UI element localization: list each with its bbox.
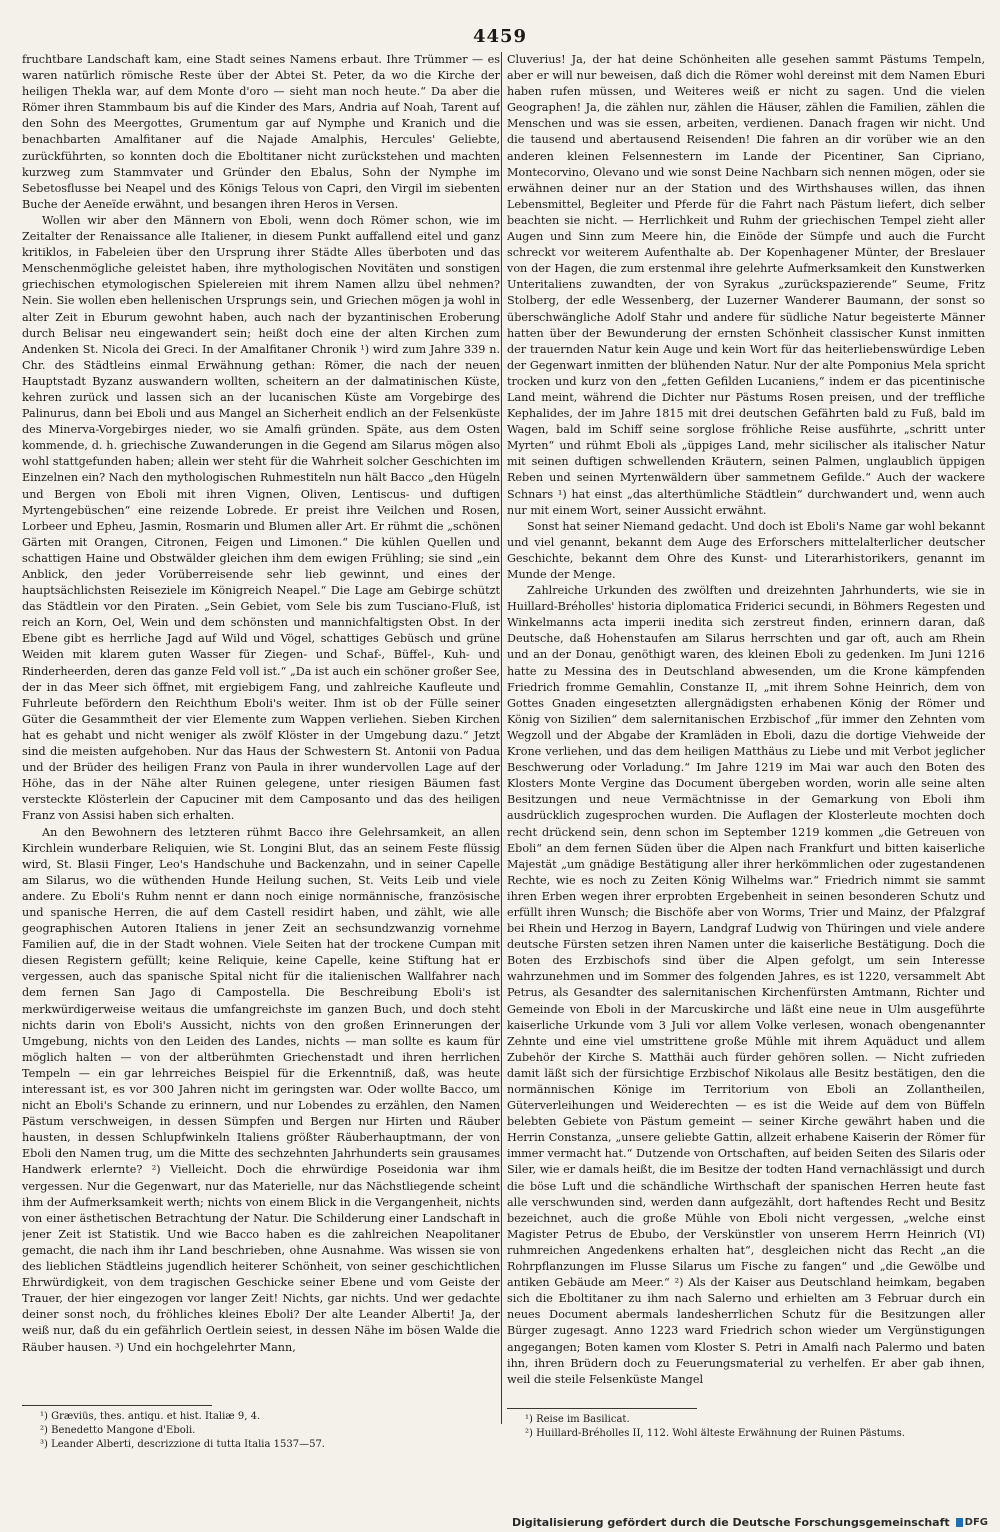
paragraph: fruchtbare Landschaft kam, eine Stadt seines Namens erbaut. Ihre Trümmer — es waren natürlich römische Reste über der Abtei St. Peter, da wo die Kirche der heiligen Thekla war, auf dem Monte d'oro — sieht man noch heute.“ Da aber die Römer ihren Stammbaum bis auf die Kinder des Mars, Andria auf Noah, Tarent auf den Sohn des Meergottes, Grumentum gar auf Nymphe und Kranich und die benachbarten Amalfitaner auf die Najade Amalphis, Hercules' Geliebte, zurückführten, so konnten doch die Eboltitaner nicht zurückstehen und machten kurzweg zum Stammvater und Gründer den Ebalus, Sohn der Nymphe im Sebetosflusse bei Neapel und des Königs Telous von Capri, den Virgil im siebenten Buche der Aeneïde erwähnt, und besangen ihren Heros in Versen. (22, 53, 500, 211)
digitization-footer (0, 1512, 1000, 1532)
left-column (22, 52, 500, 1364)
column-divider (501, 52, 502, 1424)
page-number: 4459 (472, 26, 528, 47)
footer-text: Digitalisierung gefördert durch die Deutsche Forschungsgemeinschaft (511, 1515, 950, 1529)
dfg-logo-label: DFG (964, 1516, 988, 1528)
footnote-rule (22, 1405, 212, 1406)
footnotes-left (22, 1405, 500, 1452)
footnotes-right (507, 1408, 985, 1441)
right-column (507, 52, 985, 1394)
paragraph: Sonst hat seiner Niemand gedacht. Und doch ist Eboli's Name gar wohl bekannt und viel genannt, bekannt dem Auge des Erforschers mittelalterlicher deutscher Geschichte, bekannt dem Ohre des Kunst- und Literarhistorikers, genannt im Munde der Menge. (507, 519, 985, 581)
footnote: ¹) Reise im Basilicat. (525, 1414, 630, 1425)
footnote: ²) Benedetto Mangone d'Eboli. (40, 1425, 196, 1436)
dfg-logo-icon (956, 1517, 988, 1528)
footnote: ¹) Græviüs, thes. antiqu. et hist. Italiæ 9, 4. (40, 1411, 261, 1422)
paragraph: Zahlreiche Urkunden des zwölften und dreizehnten Jahrhunderts, wie sie in Huillard-Bréholles' historia diplomatica Friderici secundi, in Böhmers Regesten und Winkelmanns acta imperii inedita sich zerstreut finden, erinnern daran, daß Deutsche, daß Hohenstaufen am Silarus herrschten und gar oft, auch am Rhein und an der Donau, genöthigt waren, des kleinen Eboli zu gedenken. Im Juni 1216 hatte zu Messina des in Deutschland abwesenden, um die Krone kämpfenden Friedrich fromme Gemahlin, Constanze II, „mit ihrem Sohne Heinrich, dem von Gottes Gnaden eingesetzten allergnädigsten erhabenen König der Römer und König von Sizilien“ dem salernitanischen Erzbischof „für immer den Zehnten vom Wegzoll und der Abgabe der Kramläden in Eboli, dazu die dortige Viehweide der Krone verliehen, und das dem heiligen Matthäus zu Liebe und mit Verbot jeglicher Beschwerung oder Vorladung.“ Im Jahre 1219 im Mai war auch den Boten des Klosters Monte Vergine das Document übergeben worden, worin alle seine alten Besitzungen und neue Vermächtnisse in der Gemarkung von Eboli ihm ausdrücklich zugesprochen wurden. Die Auflagen der Klosterleute mochten doch recht drückend sein, denn schon im September 1219 kommen „die Getreuen von Eboli“ an dem fernen Süden über die Alpen nach Frankfurt und bitten kaiserliche Majestät „um gnädige Bestätigung aller ihrer herkömmlichen oder zugestandenen Rechte, wie es noch zu Zeiten König Wilhelms war.“ Friedrich nimmt sie sammt ihren Erben wegen ihrer erprobten Ergebenheit in seinen besonderen Schutz und erfüllt ihren Wunsch; die Bischöfe aber von Worms, Trier und Mainz, der Pfalzgraf bei Rhein und Herzog in Bayern, Landgraf Ludwig von Thüringen und viele andere deutsche Fürsten setzen ihren Namen unter die kaiserliche Bestätigung. Doch die Boten des Erzbischofs sind über die Alpen gefolgt, um sein Interesse wahrzunehmen und im Sommer des folgenden Jahres, es ist 1220, versammelt Abt Petrus, als Gesandter des salernitanischen Kirchenfürsten Amtmann, Richter und Gemeinde von Eboli in der Marcuskirche und läßt eine neue in Ulm ausgeführte kaiserliche Urkunde vom 3 Juli vor allem Volke verlesen, wonach obengenannter Zehnte und eine viel umstrittene große Mühle mit ihrem Aquäduct und allem Zubehör der Kirche S. Matthäi auch fürder gehören sollen. — Nicht zufrieden damit läßt sich der fürsichtige Erzbischof Nikolaus alle Besitz bestätigen, den die normännischen Könige im Territorium von Eboli an Zollantheilen, Güterverleihungen und Weiderechten — es ist die Weide auf dem von Büffeln belebten Gebiete von Pästum gemeint — seiner Kirche gewährt haben und die Herrin Constanza, „unsere geliebte Gattin, allzeit erhabene Kaiserin der Römer für immer vermacht hat.“ Dutzende von Ortschaften, auf beiden Seiten des Silaris oder Siler, wie er damals heißt, die im Besitze der todten Hand vernachlässigt und durch die böse Luft und die schändliche Wirthschaft der spanischen Herren heute fast alle verschwunden sind, werden dann aufgezählt, dort haftendes Recht und Besitz bezeichnet, auch die große Mühle von Eboli nicht vergessen, „welche einst Magister Petrus de Ebubo, der Verskünstler von unserem Herrn Heinrich (VI) ruhmreichen Angedenkens erhalten hat“, desgleichen nicht das Recht „an die Rohrpflanzungen im Flusse Silarus um Fische zu fangen“ und „die Gewölbe und antiken Gebäude am Meer.“ ²) Als der Kaiser aus Deutschland heimkam, begaben sich die Eboltitaner zu ihm nach Salerno und erhielten am 3 Februar durch ein neues Document abermals landesherrlichen Schutz für die Besitzungen aller Bürger zugesagt. Anno 1223 ward Friedrich schon wieder um Vergünstigungen angegangen; Boten kamen vom Kloster S. Petri in Amalfi nach Palermo und baten ihn, ihren Brüdern doch zu Feuerungsmaterial zu verhelfen. Er aber gab ihnen, weil die steile Felsenküste Mangel (507, 584, 985, 1386)
paragraph: Cluverius! Ja, der hat deine Schönheiten alle gesehen sammt Pästums Tempeln, aber er will nur beweisen, daß dich die Römer wohl dereinst mit dem Namen Eburi haben rufen müssen, und Weiteres weiß er nicht zu sagen. Und die vielen Geographen! Ja, die zählen nur, zählen die Häuser, zählen die Familien, zählen die Menschen und was sie essen, arbeiten, verdienen. Danach fragen wir nicht. Und die tausend und abertausend Reisenden! Die fahren an dir vorüber wie an den anderen kleinen Felsennestern im Lande der Picentiner, San Cipriano, Montecorvino, Olevano und wie sonst Deine Nachbarn sich nennen mögen, oder sie erwähnen deiner nur an der Station und des Wirthshauses willen, das ihnen Lebensmittel, Begleiter und Pferde für die Fahrt nach Pästum liefert, dich selber beachten sie nicht. — Herrlichkeit und Ruhm der griechischen Tempel zieht aller Augen und Sinn zum Meere hin, die Einöde der Sümpfe und auch die Furcht schreckt vor weiterem Aufenthalte ab. Der Kopenhagener Münter, der Breslauer von der Hagen, die zum erstenmal ihre gelehrte Aufmerksamkeit den Kunstwerken Unteritaliens zuwandten, der von Syrakus „zurückspazierende“ Seume, Fritz Stolberg, der edle Wessenberg, der Luzerner Wanderer Baumann, der sonst so überschwängliche Adolf Stahr und andere für südliche Natur begeisterte Männer hatten über der Bewunderung der ernsten Schönheit classischer Kunst inmitten der trauernden Natur kein Auge und kein Wort für das heiterliebenswürdige Leben der Gegenwart inmitten der blühenden Natur. Nur der alte Pomponius Mela spricht trocken und kurz von den „fetten Gefilden Lucaniens,“ indem er das picentinische Land meint, während die Dichter nur Pästums Rosen preisen, und der treffliche Kephalides, der im Jahre 1815 mit drei deutschen Gefährten bald zu Fuß, bald im Wagen, bald im Schiff seine sorglose fröhliche Reise ausführte, „schritt unter Myrten“ und rühmt Eboli als „üppiges Land, mehr sicilischer als italischer Natur mit seinen duftigen schwellenden Kräutern, seinen Palmen, unglaublich üppigen Reben und seinen Myrtenwäldern über sammetnem Gefilde.“ Auch der wackere Schnars ¹) hat einst „das alterthümliche Städtlein“ durchwandert und, wenn auch nur mit einem Wort, seiner Aussicht erwähnt. (507, 53, 985, 517)
paragraph: An den Bewohnern des letzteren rühmt Bacco ihre Gelehrsamkeit, an allen Kirchlein wunderbare Reliquien, wie St. Longini Blut, das an seinem Feste flüssig wird, St. Blasii Finger, Leo's Handschuhe und Backenzahn, und in seiner Capelle am Silarus, wo die wüthenden Hunde Heilung suchen, St. Veits Leib und viele andere. Zu Eboli's Ruhm nennt er dann noch einige normännische, französische und spanische Herren, die auf dem Castell residirt haben, und zählt, wie alle geographischen Autoren Italiens in jener Zeit an sechsundzwanzig vornehme Familien auf, die in der Stadt wohnen. Viele Seiten hat der trockene Cumpan mit diesen Registern gefüllt; keine Reliquie, keine Capelle, keine Stiftung hat er vergessen, auch das spanische Spital nicht für die italienischen Wallfahrer nach dem fernen San Jago di Campostella. Die Beschreibung Eboli's ist merkwürdigerweise weitaus die umfangreichste im ganzen Buch, und doch steht nichts darin von Eboli's Aussicht, nichts von den großen Erinnerungen der Umgebung, nichts von den Leiden des Landes, nichts — man sollte es kaum für möglich halten — von der altberühmten Griechenstadt und ihren herrlichen Tempeln — ein gar lehrreiches Beispiel für die Erkenntniß, daß, was heute interessant ist, es vor 300 Jahren nicht im geringsten war. Oder wollte Bacco, um nicht an Eboli's Schande zu erinnern, und nur Lobendes zu erzählen, den Namen Pästum verschweigen, in dessen Sümpfen und Bergen nur Hirten und Räuber hausten, in dessen Schlupfwinkeln Italiens größter Räuberhauptmann, der von Eboli den Namen trug, um die Mitte des sechzehnten Jahrhunderts sein grausames Handwerk erlernte? ²) Vielleicht. Doch die ehrwürdige Poseidonia war ihm vergessen. Nur die Gegenwart, nur das Materielle, nur das Nächstliegende scheint ihm der Aufmerksamkeit werth; nichts von einem Blick in die Vergangenheit, nichts von einer ästhetischen Betrachtung der Natur. Die Schilderung einer Landschaft in jener Zeit ist Statistik. Und wie Bacco haben es die zahlreichen Neapolitaner gemacht, die nach ihm ihr Land beschrieben, ohne Ausnahme. Was wissen sie von des lieblichen Städtleins jugendlich heiterer Schönheit, von seiner geschichtlichen Ehrwürdigkeit, von dem tragischen Geschicke seiner Ebene und vom Geiste der Trauer, der hier eingezogen vor langer Zeit! Nichts, gar nichts. Und wer gedachte deiner sonst noch, du fröhliches kleines Eboli? Der alte Leander Alberti! Ja, der weiß nur, daß du ein gefährlich Oertlein seiest, in dessen Nähe im bösen Walde die Räuber hausen. ³) Und ein hochgelehrter Mann, (22, 825, 500, 1354)
paragraph: Wollen wir aber den Männern von Eboli, wenn doch Römer schon, wie im Zeitalter der Renaissance alle Italiener, in diesem Punkt auffallend eitel und ganz kritiklos, in Fabeleien über den Ursprung ihrer Städte Alles überboten und das Menschenmögliche geleistet haben, ihre mythologischen Novitäten und sonstigen griechischen etymologischen Spielereien mit ihrem Namen allzu übel nehmen? Nein. Sie wollen eben hellenischen Ursprungs sein, und Griechen mögen ja wohl in alter Zeit in Eburum gewohnt haben, auch nach der byzantinischen Eroberung durch Belisar neu eingewandert sein; heißt doch eine der alten Kirchen zum Andenken St. Nicola dei Greci. In der Amalfitaner Chronik ¹) wird zum Jahre 339 n. Chr. des Städtleins einmal Erwähnung gethan: Römer, die nach der neuen Hauptstadt Byzanz auswandern wollten, scheitern an der dalmatinischen Küste, kehren zurück und lassen sich an der lucanischen Küste am Vorgebirge des Palinurus, dann bei Eboli und aus Mangel an Sicherheit endlich an der Felsenküste des Minerva-Vorgebirges nieder, wo sie Amalfi gründen. Späte, aus dem Osten kommende, d. h. griechische Zuwanderungen in die Gegend am Silarus mögen also wohl stattgefunden haben; allein wer steht für die Wahrheit solcher Geschichten im Einzelnen ein? Nach den mythologischen Ruhmestiteln nun hält Bacco „den Hügeln und Bergen von Eboli mit ihren Vignen, Oliven, Lentiscus- und duftigen Myrtengebüschen“ eine reizende Lobrede. Er preist ihre Veilchen und Rosen, Lorbeer und Epheu, Jasmin, Rosmarin und Blumen aller Art. Er rühmt die „schönen Gärten mit Orangen, Citronen, Feigen und Limonen.“ Die kühlen Quellen und schattigen Haine und Obstwälder gleichen ihm dem ewigen Frühling; sie sind „ein Anblick, den jeder Vorüberreisende sehr lieb gewinnt, und eines der hauptsächlichsten Reiseziele im Königreich Neapel.“ Die Lage am Gebirge schützt das Städtlein vor den Piraten. „Sein Gebiet, vom Sele bis zum Tusciano-Fluß, ist reich an Korn, Oel, Wein und dem schönsten und mannichfaltigsten Obst. In der Ebene gibt es herrliche Jagd auf Wild und Vögel, schattiges Gebüsch und grüne Weiden mit klarem guten Wasser für Ziegen- und Schaf-, Büffel-, Kuh- und Rinderheerden, deren das ganze Feld voll ist.“ „Da ist auch ein schöner großer See, der in das Meer sich öffnet, mit ergiebigem Fang, und zahlreiche Kaufleute und Fuhrleute befördern den Reichthum Eboli's weiter. Ihm ist ob der Fülle seiner Güter die Gesammtheit der vier Elemente zum Wappen verliehen. Sieben Kirchen hat es gehabt und nicht weniger als zwölf Klöster in der Umgebung dazu.“ Jetzt sind die meisten aufgehoben. Nur das Haus der Schwestern St. Antonii von Padua und der Brüder des heiligen Franz von Paula in ihrer wundervollen Lage auf der Höhe, das in der Nähe alter Ruinen gelegene, unter riesigen Bäumen fast versteckte Klösterlein der Capuciner mit dem Camposanto und das des heiligen Franz von Assisi haben sich erhalten. (22, 213, 500, 823)
footnote: ³) Leander Alberti, descrizzione di tutta Italia 1537—57. (40, 1439, 325, 1450)
footnote: ²) Huillard-Bréholles II, 112. Wohl älteste Erwähnung der Ruinen Pästums. (525, 1428, 905, 1439)
dfg-mark-icon (956, 1518, 963, 1527)
footnote-rule (507, 1408, 697, 1409)
